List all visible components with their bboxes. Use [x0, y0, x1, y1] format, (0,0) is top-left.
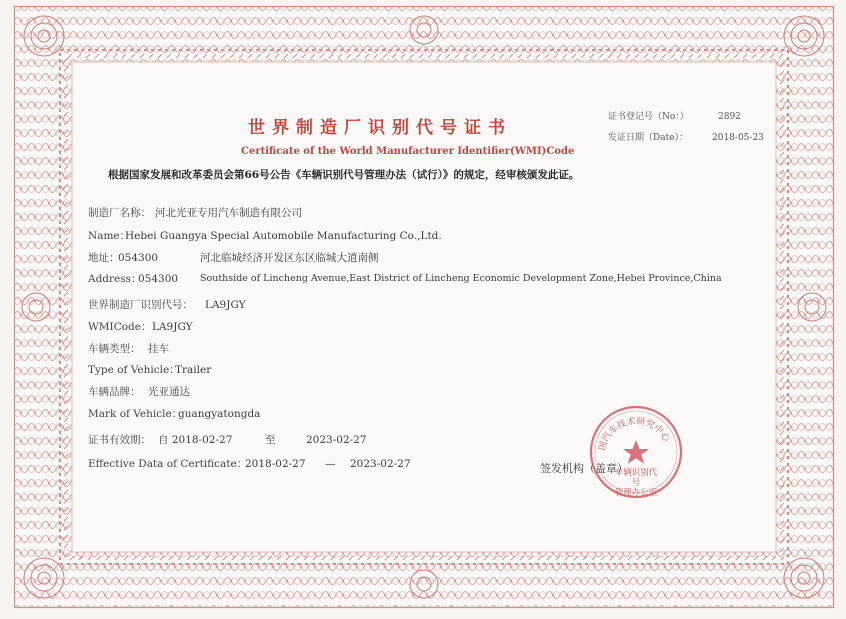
star-icon — [623, 440, 649, 464]
title-en: Certificate of the World Manufacturer Identifier(WMI)Code — [241, 146, 575, 157]
field-value: 自 2018-02-27 — [158, 434, 233, 446]
field-value: 光亚通达 — [148, 386, 190, 398]
field-label: Name： — [88, 230, 131, 242]
field-label: 世界制造厂识别代号： — [88, 299, 193, 311]
field-value: guangyatongda — [178, 408, 261, 420]
field-value-secondary: — — [325, 458, 336, 470]
field-value: LA9JGY — [205, 299, 246, 311]
field-value-tertiary: 2023-02-27 — [350, 458, 411, 470]
field-value: 054300 — [138, 273, 179, 285]
title-cn: 世界制造厂识别代号证书 — [248, 118, 512, 138]
reg-no-value: 2892 — [718, 112, 741, 122]
reg-no-label: 证书登记号（No：） — [608, 112, 689, 122]
field-label: 地址： — [88, 252, 120, 264]
field-label: Type of Vehicle： — [88, 364, 180, 376]
field-value: 2018-02-27 — [245, 458, 306, 470]
field-value: Hebei Guangya Special Automobile Manufacturing Co.,Ltd. — [125, 230, 442, 242]
intro-text: 根据国家发展和改革委员会第66号公告《车辆识别代号管理办法（试行）》的规定，经审核颁发此证。 — [108, 169, 580, 181]
field-value: LA9JGY — [152, 321, 193, 333]
field-label: 证书有效期： — [88, 434, 151, 446]
field-value-secondary: 至 — [265, 434, 276, 446]
field-label: Mark of Vehicle： — [88, 408, 183, 420]
field-value: 挂车 — [148, 343, 169, 355]
field-value: Trailer — [175, 364, 212, 376]
field-label: 车辆类型： — [88, 343, 141, 355]
issue-date-label: 发证日期（Date）： — [608, 133, 689, 143]
field-label: Effective Data of Certificate： — [88, 458, 248, 470]
field-value-tertiary: 2023-02-27 — [306, 434, 367, 446]
field-value: 河北光亚专用汽车制造有限公司 — [155, 207, 302, 219]
seal-text-bottom: 车辆识别代号 管理办公室 — [614, 468, 658, 499]
field-label: Address： — [88, 273, 142, 285]
field-label: WMICode： — [88, 321, 152, 333]
field-value: 054300 — [118, 252, 159, 264]
field-value-secondary: Southside of Lincheng Avenue,East District of Lincheng Economic Development Zone,Hebei Province,China — [200, 273, 722, 284]
field-label: 车辆品牌： — [88, 386, 141, 398]
issue-date-value: 2018-05-23 — [712, 133, 764, 143]
issuer-label: 签发机构（盖章） — [540, 462, 628, 475]
field-value-secondary: 河北临城经济开发区东区临城大道南侧 — [200, 252, 379, 264]
field-label: 制造厂名称： — [88, 207, 151, 219]
seal-text-top: 国汽车技术研究中心 — [597, 416, 671, 452]
